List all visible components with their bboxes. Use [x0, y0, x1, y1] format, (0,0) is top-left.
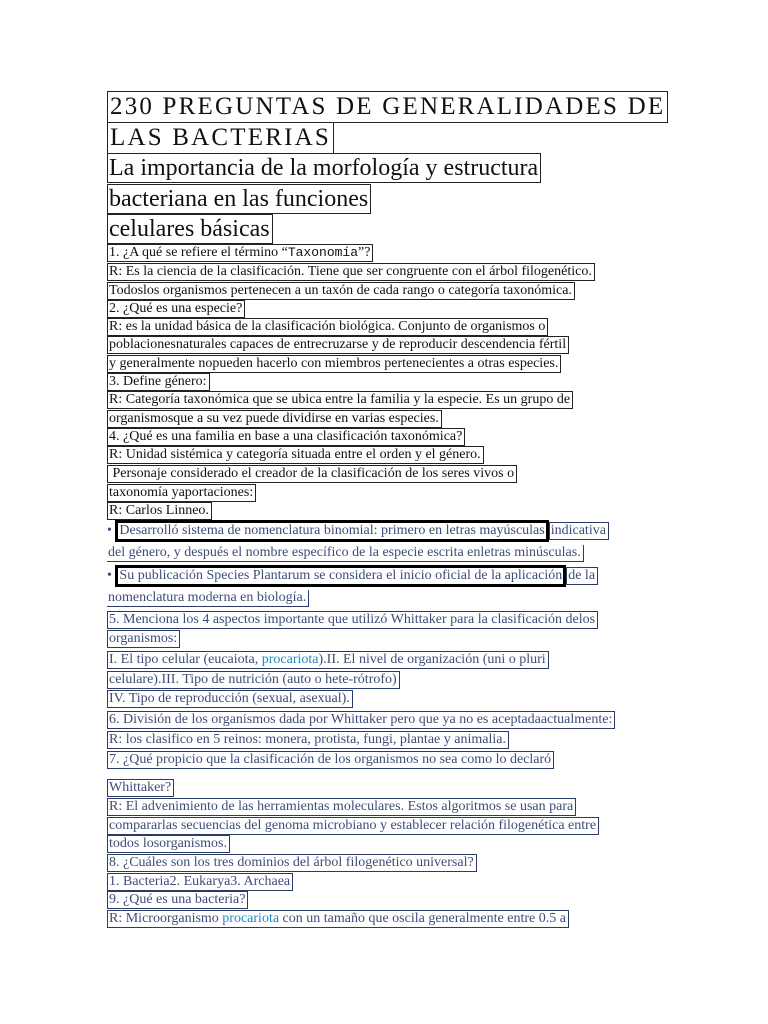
answer-text: poblacionesnaturales capaces de entrecruzarse y de reproducir descendencia fértil: [107, 336, 569, 354]
question-text: 5. Menciona los 4 aspectos importante que utilizó Whittaker para la clasificación delos: [107, 611, 598, 629]
bullet-item-1-line-2: [107, 545, 584, 562]
answer-text: R: los clasifico en 5 reinos: monera, protista, fungi, plantae y animalia.: [107, 731, 509, 749]
answer-3-line-1: [107, 391, 573, 408]
answer-personaje: [107, 502, 212, 519]
answer-box: [107, 910, 569, 928]
question-4: [107, 428, 465, 445]
bullet-text: nomenclatura moderna en biología.: [107, 590, 309, 607]
answer-2-line-2: [107, 336, 569, 353]
question-text: 6. División de los organismos dada por Whittaker pero que ya no es aceptadaactualmente:: [107, 711, 615, 729]
answer-text: R: Microorganismo: [109, 911, 223, 926]
answer-9: [107, 910, 569, 927]
answer-text: R: es la unidad básica de la clasificación biológica. Conjunto de organismos o: [107, 318, 548, 336]
procariota-link[interactable]: procariota: [261, 652, 319, 667]
answer-text: R: Unidad sistémica y categoría situada entre el orden y el género.: [107, 446, 484, 464]
question-2: [107, 300, 245, 317]
bullet-text-highlight: Desarrolló sistema de nomenclatura binomial: primero en letras mayúsculas: [115, 520, 548, 542]
answer-5-line-3: [107, 690, 353, 707]
bullet-text: de la: [566, 567, 598, 585]
question-text: organismos:: [107, 630, 180, 648]
question-text: 2. ¿Qué es una especie?: [107, 300, 245, 318]
doc-subtitle-text: bacteriana en las funciones: [107, 184, 371, 214]
answer-3-line-2: [107, 410, 442, 427]
question-7: [107, 751, 554, 768]
question-text: ”?: [358, 245, 371, 260]
bullet-icon: •: [107, 523, 112, 538]
question-text: 9. ¿Qué es una bacteria?: [107, 891, 248, 909]
question-9: [107, 891, 248, 908]
question-text: 7. ¿Qué propicio que la clasificación de los organismos no sea como lo declaró: [107, 751, 554, 769]
doc-title-line-1: [107, 91, 668, 122]
answer-text: organismosque a su vez puede dividirse en varias especies.: [107, 410, 442, 428]
bullet-item-2-line-2: [107, 590, 309, 607]
answer-box: [107, 651, 549, 669]
bullet-text-highlight: Su publicación Species Plantarum se considera el inicio oficial de la aplicación: [115, 565, 566, 587]
question-1-box: [107, 244, 373, 262]
question-text: 1. ¿A qué se refiere el término “: [109, 245, 288, 260]
question-8: [107, 854, 477, 871]
question-text: 3. Define género:: [107, 373, 210, 391]
answer-1-line-1: [107, 263, 595, 280]
answer-8: [107, 873, 293, 890]
answer-text: celulare).III. Tipo de nutrición (auto o hete-rótrofo): [107, 671, 400, 689]
bullet-text: indicativa: [549, 522, 609, 540]
answer-2-line-1: [107, 318, 548, 335]
answer-text: R: Carlos Linneo.: [107, 502, 212, 520]
term-text: Taxonomía: [287, 245, 359, 260]
answer-text: R: Categoría taxonómica que se ubica entre la familia y la especie. Es un grupo de: [107, 391, 573, 409]
answer-text: compararlas secuencias del genoma microbiano y establecer relación filogenética entre: [107, 817, 599, 835]
doc-title-text: 230 PREGUNTAS DE GENERALIDADES DE: [107, 91, 668, 123]
answer-text: con un tamaño que oscila generalmente entre 0.5 a: [279, 911, 566, 926]
doc-subtitle-line-2: [107, 184, 371, 213]
answer-text: I. El tipo celular (eucaiota,: [109, 652, 262, 667]
doc-subtitle-text: celulares básicas: [107, 214, 273, 244]
answer-text: todos losorganismos.: [107, 835, 230, 853]
doc-subtitle-line-3: [107, 214, 273, 243]
question-5-personaje: [107, 465, 517, 482]
bullet-text: del género, y después el nombre específico de la especie escrita enletras minúsculas.: [107, 545, 584, 562]
question-text: taxonomía yaportaciones:: [107, 484, 256, 502]
question-text: 4. ¿Qué es una familia en base a una clasificación taxonómica?: [107, 428, 465, 446]
question-text: Whittaker?: [107, 779, 174, 797]
answer-4: [107, 446, 484, 463]
answer-text: y generalmente nopueden hacerlo con miembros pertenecientes a otras especies.: [107, 355, 561, 373]
answer-text: IV. Tipo de reproducción (sexual, asexual).: [107, 690, 353, 708]
question-5-personaje-line-2: [107, 484, 256, 501]
answer-6: [107, 731, 509, 748]
answer-text: R: El advenimiento de las herramientas moleculares. Estos algoritmos se usan para: [107, 798, 576, 816]
doc-title-line-2: [107, 122, 334, 153]
answer-7-line-2: [107, 817, 599, 834]
question-text: Personaje considerado el creador de la clasificación de los seres vivos o: [107, 465, 517, 483]
doc-title-text: LAS BACTERIAS: [107, 122, 334, 154]
question-1: [107, 244, 373, 261]
question-5: [107, 611, 598, 628]
question-7-line-2: [107, 779, 174, 796]
bullet-icon: •: [107, 568, 112, 583]
question-3: [107, 373, 210, 390]
answer-7-line-1: [107, 798, 576, 815]
answer-7-line-3: [107, 835, 230, 852]
answer-text: 1. Bacteria2. Eukarya3. Archaea: [107, 873, 293, 891]
doc-subtitle-text: La importancia de la morfología y estructura: [107, 153, 541, 183]
question-5-line-2: [107, 630, 180, 647]
answer-1-line-2: [107, 282, 575, 299]
doc-subtitle-line-1: [107, 153, 541, 182]
answer-text: ).II. El nivel de organización (uni o pluri: [318, 652, 546, 667]
answer-2-line-3: [107, 355, 561, 372]
question-text: 8. ¿Cuáles son los tres dominios del árbol filogenético universal?: [107, 854, 477, 872]
answer-text: Todoslos organismos pertenecen a un taxón de cada rango o categoría taxonómica.: [107, 282, 575, 300]
bullet-item-2: [107, 565, 598, 589]
answer-text: R: Es la ciencia de la clasificación. Tiene que ser congruente con el árbol filogenético.: [107, 263, 595, 281]
question-6: [107, 711, 615, 728]
answer-5-line-2: [107, 671, 400, 688]
bullet-item-1: [107, 520, 609, 544]
answer-5-line-1: [107, 651, 549, 668]
procariota-link[interactable]: procariota: [222, 911, 280, 926]
